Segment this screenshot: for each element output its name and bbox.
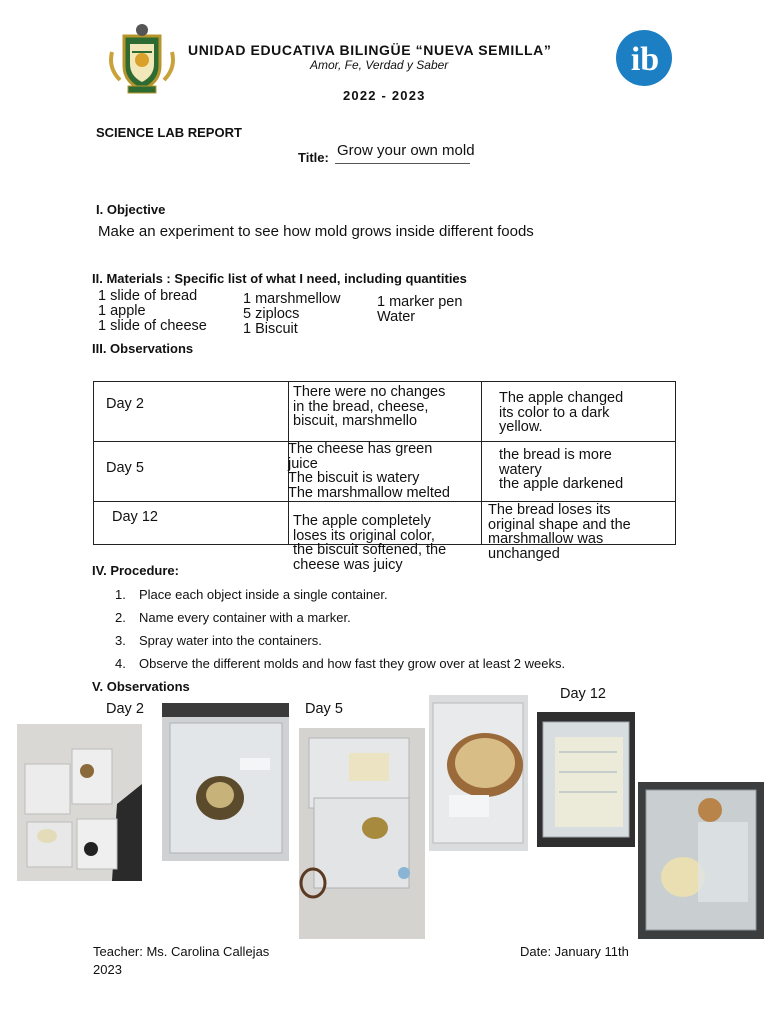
- school-year: 2022 - 2023: [343, 88, 426, 103]
- cell-line: cheese was juicy: [293, 556, 403, 573]
- photo-day-2-bags: [17, 724, 142, 881]
- report-date: Date: January 11th: [520, 944, 629, 959]
- svg-text:ib: ib: [630, 41, 660, 78]
- day-2-label: Day 2: [106, 701, 144, 717]
- cell-line: the biscuit softened, the: [293, 542, 447, 558]
- material-item: Water: [377, 309, 416, 325]
- material-item: 1 slide of cheese: [98, 318, 207, 334]
- material-item: 1 marshmellow: [243, 291, 341, 307]
- day-12-label: Day 12: [560, 686, 606, 702]
- material-item: 1 slide of bread: [98, 288, 198, 304]
- table-cell: [488, 503, 631, 561]
- step-number: 2.: [115, 610, 126, 625]
- cell-line: The cheese has green: [288, 441, 433, 457]
- cell-line: unchanged: [488, 545, 560, 562]
- photo-observations-heading: V. Observations: [92, 679, 190, 694]
- cell-line: original shape and the: [488, 516, 631, 533]
- photo-day-5-apple: [429, 695, 528, 851]
- cell-line: the apple darkened: [499, 476, 624, 492]
- teacher-name: Teacher: Ms. Carolina Callejas: [93, 944, 270, 959]
- table-cell: [293, 514, 446, 572]
- material-item: 1 Biscuit: [243, 321, 298, 337]
- observations-heading: III. Observations: [92, 341, 194, 356]
- step-text: Name every container with a marker.: [139, 610, 351, 625]
- step-text: Spray water into the containers.: [139, 633, 322, 648]
- school-crest-logo: [106, 22, 178, 96]
- cell-line: its color to a dark: [499, 404, 610, 421]
- cell-line: There were no changes: [293, 384, 446, 400]
- photo-day-2-apple: [162, 703, 289, 861]
- table-cell: [499, 448, 623, 492]
- cell-line: The apple changed: [499, 390, 624, 406]
- ib-logo: [614, 28, 674, 88]
- cell-line: the bread is more: [499, 447, 612, 463]
- school-name: UNIDAD EDUCATIVA BILINGÜE “NUEVA SEMILLA”: [188, 42, 552, 58]
- material-item: 1 apple: [98, 303, 146, 319]
- cell-line: The apple completely: [293, 513, 431, 529]
- step-text: Observe the different molds and how fast they grow over at least 2 weeks.: [139, 656, 566, 671]
- photo-day-5-bags: [299, 728, 425, 939]
- report-heading: SCIENCE LAB REPORT: [96, 125, 242, 140]
- photo-day-12-bread: [537, 712, 635, 847]
- footer-year: 2023: [93, 962, 122, 977]
- procedure-heading: IV. Procedure:: [92, 563, 179, 578]
- cell-line: yellow.: [499, 419, 543, 435]
- day-5-label: Day 5: [305, 701, 343, 717]
- objective-text: Make an experiment to see how mold grows inside different foods: [98, 223, 534, 240]
- objective-heading: I. Objective: [96, 202, 166, 217]
- cell-line: The biscuit is watery: [288, 470, 420, 486]
- table-cell: [499, 391, 623, 435]
- school-motto: Amor, Fe, Verdad y Saber: [310, 58, 449, 72]
- step-number: 3.: [115, 633, 126, 648]
- table-cell: [288, 442, 450, 500]
- step-text: Place each object inside a single container.: [139, 587, 388, 602]
- step-number: 1.: [115, 587, 126, 602]
- title-label: Title:: [298, 150, 329, 165]
- photo-day-12-marshmallow: [638, 782, 764, 939]
- cell-line: biscuit, marshmello: [293, 413, 418, 429]
- materials-column-1: [98, 289, 207, 334]
- table-cell: [293, 385, 445, 429]
- title-value: Grow your own mold: [337, 142, 475, 159]
- cell-line: in the bread, cheese,: [293, 398, 429, 415]
- table-divider: [481, 381, 482, 545]
- step-number: 4.: [115, 656, 126, 671]
- cell-line: marshmallow was: [488, 531, 604, 547]
- table-day-cell: Day 12: [112, 509, 158, 525]
- materials-column-3: [377, 295, 462, 325]
- materials-column-2: [243, 292, 341, 337]
- cell-line: The bread loses its: [488, 502, 611, 518]
- cell-line: juice: [288, 455, 318, 472]
- cell-line: The marshmallow melted: [288, 484, 450, 501]
- material-item: 1 marker pen: [377, 294, 463, 310]
- table-day-cell: Day 2: [106, 396, 144, 412]
- cell-line: watery: [499, 461, 542, 478]
- cell-line: loses its original color,: [293, 527, 435, 544]
- material-item: 5 ziplocs: [243, 306, 300, 322]
- materials-heading: II. Materials : Specific list of what I need, including quantities: [92, 271, 467, 286]
- table-day-cell: Day 5: [106, 460, 144, 476]
- title-underline: [335, 163, 470, 164]
